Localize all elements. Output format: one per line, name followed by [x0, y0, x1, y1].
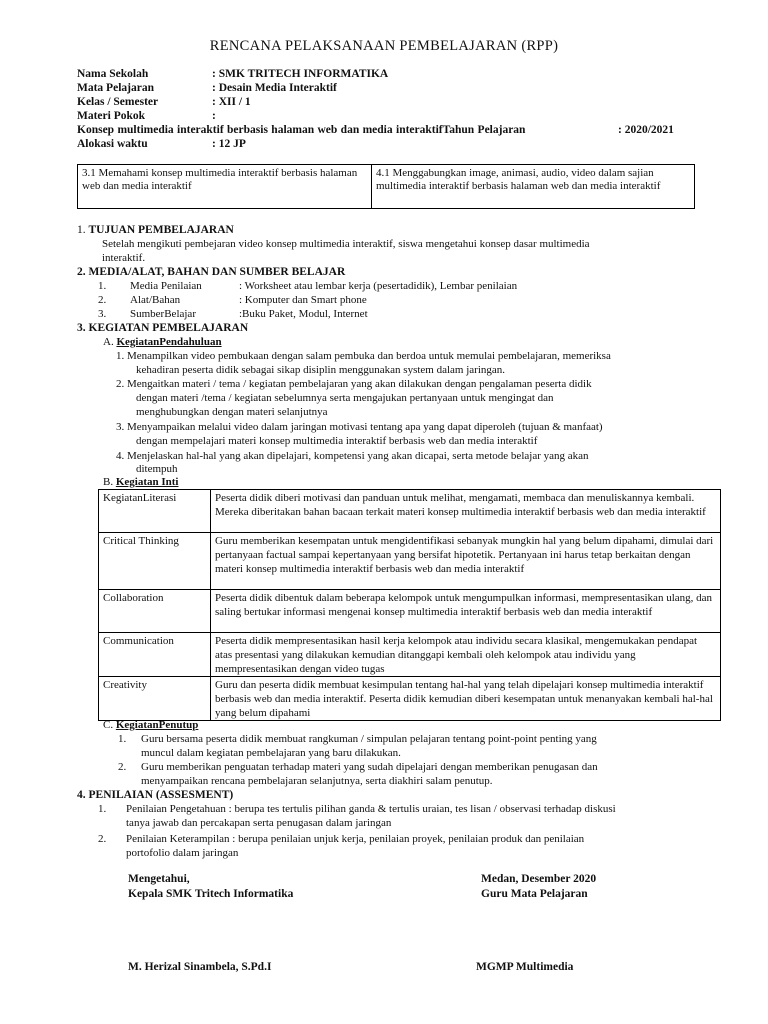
school-label: Nama Sekolah [77, 68, 149, 80]
list-item: Guru bersama peserta didik membuat rangkuman / simpulan pelajaran tentang point-point penting yang [141, 733, 597, 745]
subject-value: : Desain Media Interaktif [212, 82, 337, 94]
activity-desc-cell: Peserta didik diberi motivasi dan panduan untuk melihat, mengamati, membaca dan menuliskannya kembali. Mereka diberitakan bahan bacaan terkait materi konsep multimedia interaktif berbasis web dan media interaktif [211, 490, 721, 533]
time-label: Alokasi waktu [77, 138, 148, 150]
core-activities-table [98, 489, 721, 721]
signature-left-line1: Mengetahui, [128, 873, 190, 885]
topic-colon: : [212, 110, 216, 122]
academic-year-value: : 2020/2021 [618, 124, 674, 136]
list-item: 3. Menyampaikan melalui video dalam jaringan motivasi tentang apa yang dapat diperoleh (tujuan & manfaat) [116, 421, 603, 433]
signature-left-line2: Kepala SMK Tritech Informatika [128, 888, 294, 900]
table-row [99, 533, 721, 590]
media-item-num: 1. [98, 280, 107, 292]
time-value: : 12 JP [212, 138, 246, 150]
list-item: ditempuh [136, 463, 178, 475]
table-row [99, 633, 721, 677]
list-item: 2. Mengaitkan materi / tema / kegiatan pembelajaran yang akan dilakukan dengan pengalaman peserta didik [116, 378, 592, 390]
topic-label: Materi Pokok [77, 110, 146, 122]
media-item-value: :Buku Paket, Modul, Internet [239, 308, 368, 320]
media-item-value: : Worksheet atau lembar kerja (pesertadidik), Lembar penilaian [239, 280, 518, 292]
media-item-num: 2. [98, 294, 107, 306]
list-item: dengan materi /tema / kegiatan sebelumnya serta mengajukan pertanyaan untuk mengingat dan [136, 392, 554, 404]
list-item: tanya jawab dan percakapan serta penugasan dalam jaringan [126, 817, 392, 829]
signature-right-line2: Guru Mata Pelajaran [481, 888, 588, 900]
class-value: : XII / 1 [212, 96, 251, 108]
activity-name-cell: Communication [99, 633, 211, 677]
kd4-cell: 4.1 Menggabungkan image, animasi, audio, video dalam sajian multimedia interaktif berbasis halaman web dan media interaktif [372, 165, 695, 209]
media-item-label: SumberBelajar [130, 308, 196, 320]
list-item: 1. Menampilkan video pembukaan dengan salam pembuka dan berdoa untuk memulai pembelajaran, memeriksa [116, 350, 611, 362]
activity-desc-cell: Peserta didik mempresentasikan hasil kerja kelompok atau individu secara klasikal, mengemukakan pendapat atas presentasi yang dilakukan kemudian ditanggapi kembali oleh kelompok atau individu yang mempresentasikan dengan video tugas [211, 633, 721, 677]
kd3-cell: 3.1 Memahami konsep multimedia interaktif berbasis halaman web dan media interaktif [78, 165, 372, 209]
subsection-a-heading: A. KegiatanPendahuluan [103, 336, 222, 348]
activity-desc-cell: Guru memberikan kesempatan untuk mengidentifikasi sebanyak mungkin hal yang belum dipahami, dimulai dari pertanyaan factual sampai kepertanyaan yang bersifat hipotetik. Pertanyaan ini harus tetap berkaitan dengan materi konsep multimedia interaktif berbasis web dan media interaktif [211, 533, 721, 590]
table-row [99, 590, 721, 633]
section-1-text-line1: Setelah mengikuti pembejaran video konsep multimedia interaktif, siswa mengetahui konsep dasar multimedia [102, 238, 590, 250]
list-item: menyampaikan rencana pembelajaran selanjutnya, serta diakhiri salam penutup. [141, 775, 493, 787]
list-item: muncul dalam kegiatan pembelajaran yang baru dilakukan. [141, 747, 401, 759]
class-label: Kelas / Semester [77, 96, 159, 108]
media-item-label: Alat/Bahan [130, 294, 181, 306]
list-item: Penilaian Pengetahuan : berupa tes tertulis pilihan ganda & tertulis uraian, tes lisan / observasi terhadap diskusi [126, 803, 616, 815]
competency-table [77, 164, 695, 209]
media-item-label: Media Penilaian [130, 280, 202, 292]
subsection-c-heading: C. KegiatanPenutup [103, 719, 199, 731]
page-title: RENCANA PELAKSANAAN PEMBELAJARAN (RPP) [209, 38, 559, 54]
list-item: portofolio dalam jaringan [126, 847, 239, 859]
signature-right-line1: Medan, Desember 2020 [481, 873, 597, 885]
list-item: Guru memberikan penguatan terhadap materi yang sudah dipelajari dengan memberikan penugasan dan [141, 761, 598, 773]
list-item-num: 2. [98, 833, 107, 845]
teacher-name: MGMP Multimedia [476, 961, 574, 973]
section-1-heading: 1. TUJUAN PEMBELAJARAN [77, 224, 234, 236]
section-3-heading: 3. KEGIATAN PEMBELAJARAN [77, 322, 249, 334]
list-item: kehadiran peserta didik sebagai sikap disiplin menggunakan system dalam jaringan. [136, 364, 506, 376]
media-item-num: 3. [98, 308, 107, 320]
list-item: 4. Menjelaskan hal-hal yang akan dipelajari, kompetensi yang akan dicapai, serta metode belajar yang akan [116, 450, 589, 462]
list-item-num: 1. [98, 803, 107, 815]
list-item: Penilaian Keterampilan : berupa penilaian unjuk kerja, penilaian proyek, penilaian produk dan penilaian [126, 833, 585, 845]
section-1-text-line2: interaktif. [102, 252, 146, 264]
activity-desc-cell: Peserta didik dibentuk dalam beberapa kelompok untuk mengumpulkan informasi, mempresentasikan ulang, dan saling bertukar informasi mengenai konsep multimedia interaktif berbasis web dan media interaktif [211, 590, 721, 633]
list-item-num: 1. [118, 733, 127, 745]
list-item-num: 2. [118, 761, 127, 773]
school-value: : SMK TRITECH INFORMATIKA [212, 68, 389, 80]
subsection-b-heading: B. Kegiatan Inti [103, 476, 179, 488]
list-item: menghubungkan dengan materi selanjutnya [136, 406, 328, 418]
activity-name-cell: Critical Thinking [99, 533, 211, 590]
table-row [99, 490, 721, 533]
activity-name-cell: Collaboration [99, 590, 211, 633]
table-row [99, 677, 721, 721]
list-item: dengan mempelajari materi konsep multimedia interaktif berbasis web dan media interaktif [136, 435, 538, 447]
subject-label: Mata Pelajaran [77, 82, 154, 94]
section-2-heading: 2. MEDIA/ALAT, BAHAN DAN SUMBER BELAJAR [77, 266, 346, 278]
activity-name-cell: Creativity [99, 677, 211, 721]
section-4-heading: 4. PENILAIAN (ASSESMENT) [77, 789, 234, 801]
media-item-value: : Komputer dan Smart phone [239, 294, 367, 306]
activity-desc-cell: Guru dan peserta didik membuat kesimpulan tentang hal-hal yang telah dipelajari konsep multimedia interaktif berbasis web dan media interaktif. Peserta didik kemudian diberi kesempatan untuk menanyakan kembali hal-hal yang belum dipahami [211, 677, 721, 721]
activity-name-cell: KegiatanLiterasi [99, 490, 211, 533]
topic-value: Konsep multimedia interaktif berbasis halaman web dan media interaktifTahun Pelajaran [77, 124, 526, 136]
principal-name: M. Herizal Sinambela, S.Pd.I [128, 961, 272, 973]
